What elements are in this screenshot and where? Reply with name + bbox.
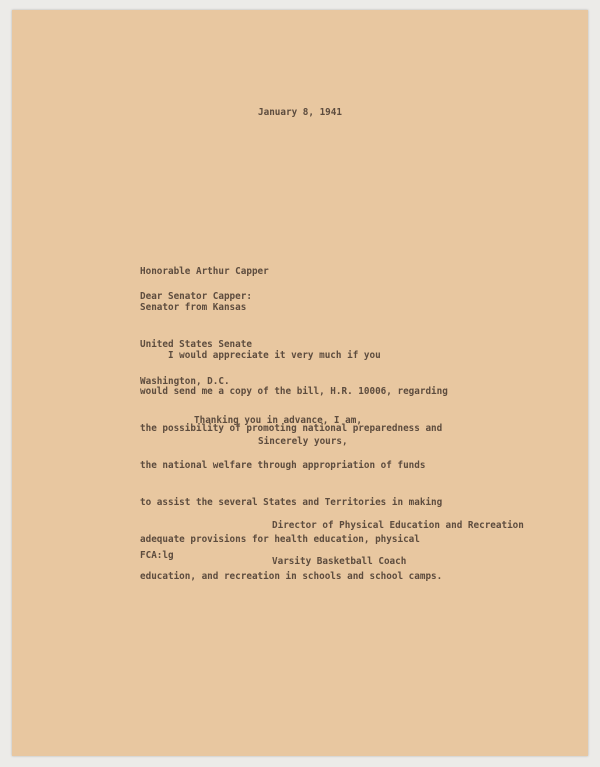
- body-line: the possibility of promoting national preparedness and: [140, 423, 443, 435]
- body-line: to assist the several States and Territories in making: [140, 497, 443, 509]
- complimentary-close: Sincerely yours,: [258, 436, 348, 447]
- address-line: Honorable Arthur Capper: [140, 265, 269, 277]
- signature-title: Varsity Basketball Coach: [272, 556, 407, 568]
- reference-initials: FCA:lg: [140, 550, 174, 561]
- closing-thanks: Thanking you in advance, I am,: [194, 415, 362, 426]
- salutation: Dear Senator Capper:: [140, 291, 252, 302]
- body-line: education, and recreation in schools and school camps.: [140, 570, 443, 582]
- body-line: the national welfare through appropriation of funds: [140, 460, 426, 472]
- letter-date: January 8, 1941: [258, 107, 342, 118]
- address-line: Senator from Kansas: [140, 302, 247, 314]
- body-line: would send me a copy of the bill, H.R. 10006, regarding: [140, 386, 448, 398]
- letter-page: [12, 10, 588, 756]
- address-line: United States Senate: [140, 339, 252, 351]
- address-line: Washington, D.C.: [140, 376, 230, 388]
- signature-title: Director of Physical Education and Recreation: [272, 519, 524, 531]
- signature-block: [272, 495, 524, 593]
- body-line: adequate provisions for health education, physical: [140, 534, 420, 546]
- body-line: I would appreciate it very much if you: [140, 349, 381, 361]
